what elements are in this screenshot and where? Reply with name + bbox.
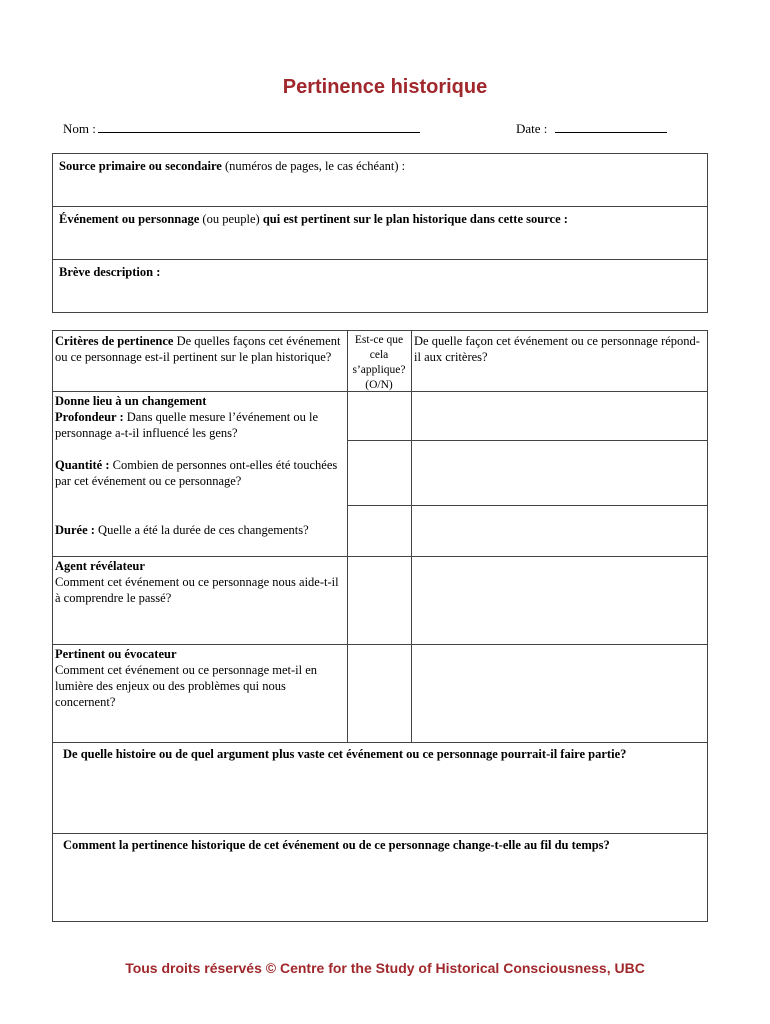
date-label: Date : xyxy=(516,121,548,136)
name-field[interactable] xyxy=(63,120,420,137)
duration-criterion: Durée : Quelle a été la durée de ces changements? xyxy=(55,523,309,537)
change-question-label: Comment la pertinence historique de cet événement ou de ce personnage change-t-elle au fil du temps? xyxy=(63,838,610,852)
source-label: Source primaire ou secondaire (numéros de pages, le cas échéant) : xyxy=(59,159,406,173)
event-box[interactable] xyxy=(52,206,708,260)
event-label: Événement ou personnage (ou peuple) qui est pertinent sur le plan historique dans cette source : xyxy=(59,212,568,226)
answer-cell-relevance[interactable] xyxy=(412,645,707,742)
date-field[interactable] xyxy=(516,120,667,137)
change-criterion: Donne lieu à un changement Profondeur : Dans quelle mesure l’événement ou le personnage a-t-il influencé les gens? xyxy=(55,394,319,440)
answer-cell-depth[interactable] xyxy=(412,392,707,440)
applies-cell-quantity[interactable] xyxy=(348,441,410,505)
footer-copyright: Tous droits réservés © Centre for the Study of Historical Consciousness, UBC xyxy=(125,960,645,976)
applies-cell-relevance[interactable] xyxy=(348,645,410,742)
source-box[interactable] xyxy=(52,153,708,207)
answer-cell-agent[interactable] xyxy=(412,557,707,644)
date-line[interactable] xyxy=(555,120,667,133)
answer-cell-duration[interactable] xyxy=(412,506,707,556)
answer-cell-quantity[interactable] xyxy=(412,441,707,505)
name-line[interactable] xyxy=(98,120,420,133)
quantity-criterion: Quantité : Combien de personnes ont-elles été touchées par cet événement ou ce personnage? xyxy=(55,458,338,488)
description-label: Brève description : xyxy=(59,265,161,279)
applies-cell-agent[interactable] xyxy=(348,557,410,644)
page-title: Pertinence historique xyxy=(282,76,488,98)
description-box[interactable] xyxy=(52,259,708,313)
criteria-header: Critères de pertinence De quelles façons cet événement ou ce personnage est-il pertinent sur le plan historique? xyxy=(55,334,341,364)
applies-cell-depth[interactable] xyxy=(348,392,410,440)
relevance-criterion: Pertinent ou évocateur Comment cet événement ou ce personnage met-il en lumière des enjeux ou des problèmes qui nous concernent? xyxy=(55,647,318,709)
agent-criterion: Agent révélateur Comment cet événement ou ce personnage nous aide-t-il à comprendre le passé? xyxy=(55,559,339,605)
name-label: Nom : xyxy=(63,121,96,136)
how-header: De quelle façon cet événement ou ce personnage répond-il aux critères? xyxy=(414,334,700,364)
story-question-box[interactable] xyxy=(52,742,708,834)
applies-header: Est-ce que cela s’applique? (O/N) xyxy=(352,334,406,391)
table-divider xyxy=(53,391,347,392)
story-question-label: De quelle histoire ou de quel argument plus vaste cet événement ou ce personnage pourrait-il faire partie? xyxy=(63,747,627,761)
criteria-table xyxy=(52,330,708,743)
change-question-box[interactable] xyxy=(52,833,708,922)
applies-cell-duration[interactable] xyxy=(348,506,410,556)
